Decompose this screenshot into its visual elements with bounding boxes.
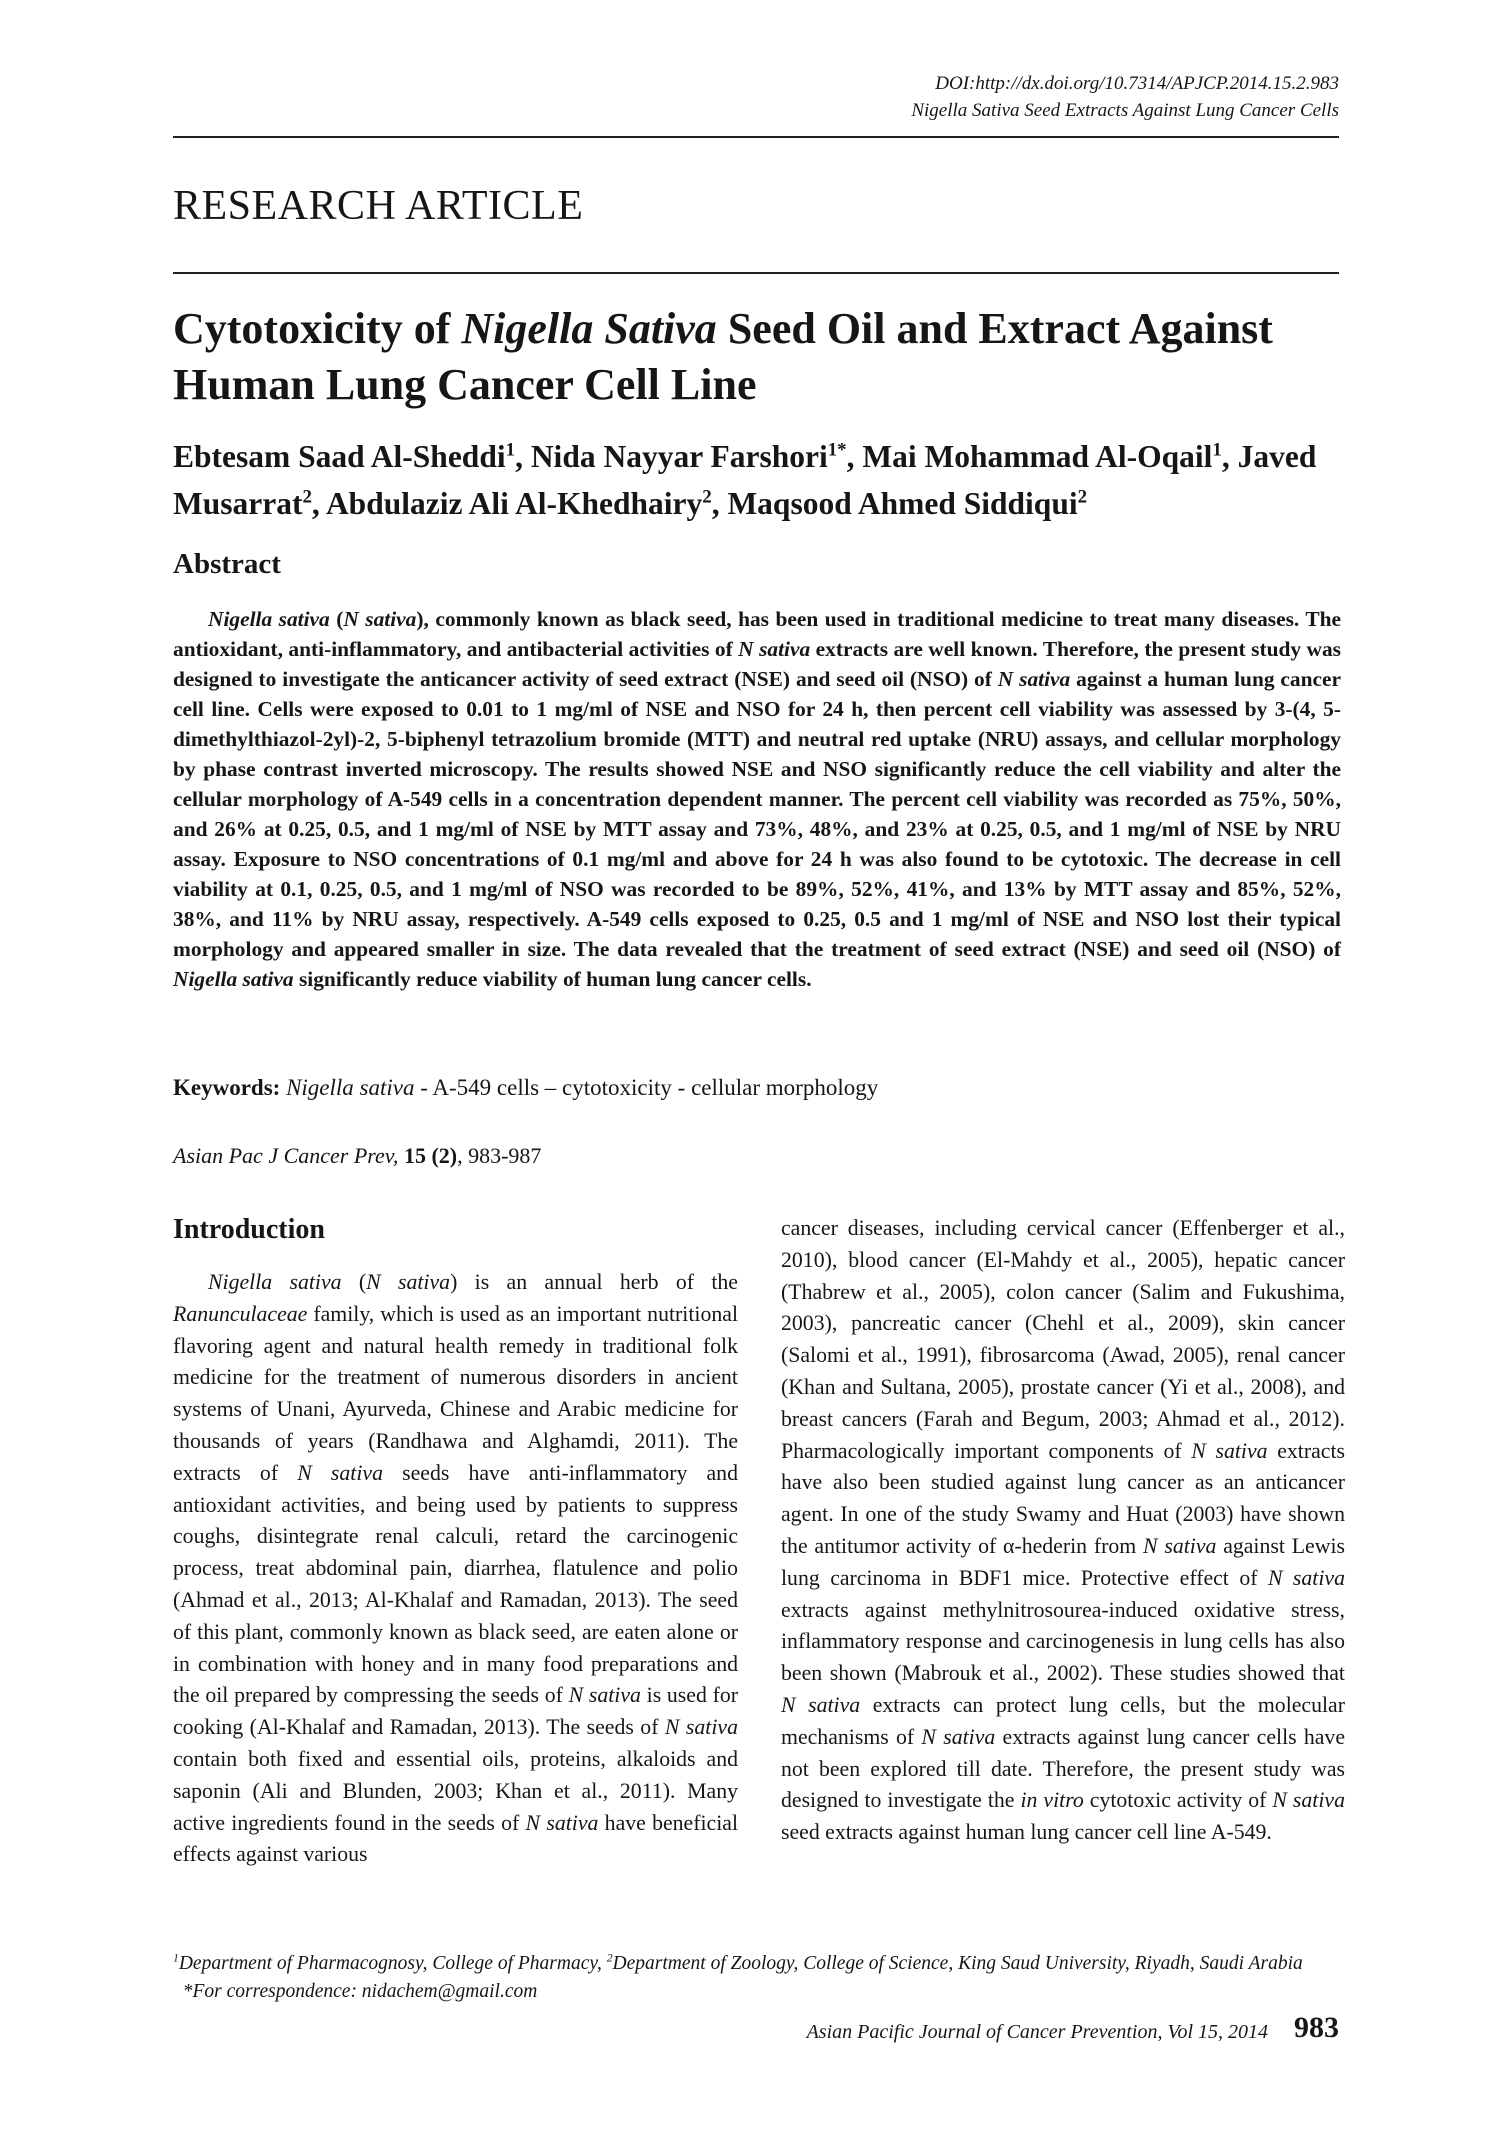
intro-right-segment: N sativa — [1267, 1565, 1345, 1590]
intro-right-segment: against Lewis lung carcinoma in BDF1 mice. Protective effect of — [781, 1533, 1345, 1590]
intro-left-segment: N sativa — [366, 1270, 451, 1294]
page-number: 983 — [1294, 2011, 1339, 2044]
affiliations-footnote — [173, 1950, 1343, 2006]
aff1-text: Department of Pharmacognosy, College of Pharmacy, — [178, 1953, 607, 1974]
intro-right-segment: in vitro — [1020, 1788, 1084, 1813]
abstract-segment: against a human lung cancer cell line. Cells were exposed to 0.01 to 1 mg/ml of NSE and NSO for 24 h, then percent cell viability was assessed by 3-(4, 5-dimethylthiazol-2yl)-2, 5-biphenyl tetrazolium bromide (MTT) and neutral red uptake (NRU) assays, and cellular morphology by phase contrast inverted microscopy. The results showed NSE and NSO significantly reduce the cell viability and alter the cellular morphology of A-549 cells in a concentration dependent manner. The percent cell viability was recorded as 75%, 50%, and 26% at 0.25, 0.5, and 1 mg/ml of NSE by MTT assay and 73%, 48%, and 23% at 0.25, 0.5, and 1 mg/ml of NSE by NRU assay. Exposure to NSO concentrations of 0.1 mg/ml and above for 24 h was also found to be cytotoxic. The decrease in cell viability at 0.1, 0.25, 0.5, and 1 mg/ml of NSO was recorded to be 89%, 52%, 41%, and 13% by MTT assay and 85%, 52%, 38%, and 11% by NRU assay, respectively. A-549 cells exposed to 0.25, 0.5 and 1 mg/ml of NSE and NSO lost their typical morphology and appeared smaller in size. The data revealed that the treatment of seed extract (NSE) and seed oil (NSO) of — [173, 667, 1342, 961]
introduction-right-column — [781, 1213, 1345, 1849]
abstract-heading: Abstract — [173, 548, 281, 580]
abstract-segment: N sativa — [738, 637, 811, 661]
intro-right-segment: N sativa — [1191, 1438, 1268, 1463]
title-post: Seed Oil and Extract Against Human Lung Cancer Cell Line — [173, 304, 1273, 409]
author-affiliation-marker: 1 — [1212, 439, 1222, 461]
abstract-segment: significantly reduce viability of human lung cancer cells. — [293, 967, 812, 991]
intro-left-segment: Ranunculaceae — [173, 1301, 308, 1326]
keywords — [173, 1072, 878, 1104]
introduction-heading: Introduction — [173, 1214, 325, 1245]
author-affiliation-marker: 2 — [702, 486, 712, 508]
article-type: RESEARCH ARTICLE — [173, 183, 584, 229]
intro-left-segment: N sativa — [297, 1460, 383, 1485]
author-affiliation-marker: 2 — [302, 486, 312, 508]
citation-volume: 15 — [403, 1143, 426, 1168]
abstract-segment: N sativa — [343, 607, 417, 631]
keywords-segment: Nigella sativa — [286, 1075, 415, 1100]
keywords-list — [280, 1075, 878, 1100]
intro-left-segment: N sativa — [664, 1715, 738, 1740]
intro-right-segment: N sativa — [1143, 1533, 1217, 1558]
aff1-marker: 1 — [173, 1951, 179, 1965]
intro-right-segment: extracts can protect lung cells, but the molecular mechanisms of — [781, 1692, 1345, 1749]
intro-left-segment: contain both fixed and essential oils, proteins, alkaloids and saponin (Ali and Blunden, 2003; Khan et al., 2011). Many active ingredients found in the seeds of — [173, 1746, 738, 1835]
intro-right-segment: N sativa — [1272, 1788, 1345, 1813]
intro-left-segment: N sativa — [525, 1810, 599, 1835]
intro-left-segment: seeds have anti-inflammatory and antioxidant activities, and being used by patients to suppress coughs, disintegrate renal calculi, retard the carcinogenic process, treat abdominal pain, diarrhea, flatulence and polio (Ahmad et al., 2013; Al-Khalaf and Ramadan, 2013). The seed of this plant, commonly known as black seed, are eaten alone or in combination with honey and in many food preparations and the oil prepared by compressing the seeds of — [173, 1460, 738, 1708]
header-rule — [173, 136, 1339, 138]
author-name: Ebtesam Saad Al-Sheddi$^1$ — [173, 439, 516, 474]
title-italic: Nigella Sativa — [461, 304, 717, 353]
author-affiliation-marker: 2 — [1077, 486, 1088, 508]
author-name: Maqsood Ahmed Siddiqui$^2$ — [727, 486, 1088, 521]
intro-right-segment: extracts against methylnitrosourea-induced oxidative stress, inflammatory response and carcinogenesis in lung cells has also been shown (Mabrouk et al., 2002). These studies showed that — [781, 1597, 1345, 1686]
correspondence-email[interactable]: *For correspondence: nidachem@gmail.com — [173, 1981, 538, 2002]
author-name: Mai Mohammad Al-Oqail$^1$ — [862, 439, 1222, 474]
intro-right-segment: extracts against lung cancer cells have not been explored till date. Therefore, the present study was designed to investigate the — [781, 1724, 1345, 1813]
intro-left-segment: family, which is used as an important nutritional flavoring agent and natural health remedy in traditional folk medicine for the treatment of numerous disorders in ancient systems of Unani, Ayurveda, Chinese and Arabic medicine for thousands of years (Randhawa and Alghamdi, 2011). The extracts of — [173, 1301, 738, 1485]
intro-left-segment: have beneficial effects against various — [173, 1810, 738, 1867]
abstract-segment: extracts are well known. Therefore, the present study was designed to investigate the anticancer activity of seed extract (NSE) and seed oil (NSO) of — [173, 637, 1341, 691]
citation — [173, 1140, 541, 1172]
author-name: Javed Musarrat$^2$ — [173, 439, 1317, 521]
keywords-segment: - A-549 cells – cytotoxicity - cellular morphology — [414, 1075, 879, 1100]
doi-link[interactable]: DOI:http://dx.doi.org/10.7314/APJCP.2014.15.2.983 — [935, 73, 1339, 94]
article-title — [173, 301, 1343, 413]
title-pre: Cytotoxicity of — [173, 304, 462, 353]
keywords-label: Keywords: — [173, 1075, 281, 1100]
abstract-segment: ( — [329, 607, 344, 631]
author-name: Nida Nayyar Farshori$^{1*}$ — [530, 439, 847, 474]
author-name: Abdulaziz Ali Al-Khedhairy$^2$ — [325, 486, 712, 521]
citation-journal: Asian Pac J Cancer Prev, — [173, 1143, 399, 1168]
intro-left-segment: N sativa — [568, 1683, 641, 1708]
abstract-segment: N sativa — [997, 667, 1071, 691]
intro-left-segment: ( — [341, 1270, 367, 1294]
aff2-marker: 2 — [606, 1951, 613, 1965]
citation-issue: (2) — [431, 1143, 458, 1168]
intro-left-segment: Nigella sativa — [208, 1270, 342, 1294]
author-affiliation-marker: 1 — [505, 439, 516, 461]
intro-left-segment: ) is an annual herb of the — [450, 1270, 738, 1294]
running-title: Nigella Sativa Seed Extracts Against Lung Cancer Cells — [911, 100, 1339, 121]
intro-left-segment: is used for cooking (Al-Khalaf and Ramadan, 2013). The seeds of — [173, 1683, 738, 1740]
citation-pages: , 983-987 — [457, 1143, 542, 1168]
running-header — [911, 70, 1339, 124]
journal-footer: Asian Pacific Journal of Cancer Prevention, Vol 15, 2014 — [806, 2021, 1268, 2043]
intro-right-segment: extracts have also been studied against lung cancer as an anticancer agent. In one of the study Swamy and Huat (2003) have shown the antitumor activity of α-hederin from — [781, 1438, 1345, 1558]
abstract-body — [173, 604, 1341, 994]
author-affiliation-marker: 1* — [827, 439, 847, 461]
intro-right-segment: N sativa — [921, 1724, 996, 1749]
abstract-segment: ), commonly known as black seed, has been used in traditional medicine to treat many diseases. The antioxidant, anti-inflammatory, and antibacterial activities of — [173, 607, 1341, 661]
abstract-segment: Nigella sativa — [208, 607, 330, 631]
intro-right-segment: cancer diseases, including cervical cancer (Effenberger et al., 2010), blood cancer (El-Mahdy et al., 2005), hepatic cancer (Thabrew et al., 2005), colon cancer (Salim and Fukushima, 2003), pancreatic cancer (Chehl et al., 2009), skin cancer (Salomi et al., 1991), fibrosarcoma (Awad, 2005), renal cancer (Khan and Sultana, 2005), prostate cancer (Yi et al., 2008), and breast cancers (Farah and Begum, 2003; Ahmad et al., 2012). Pharmacologically important components of — [781, 1216, 1345, 1463]
intro-right-segment: seed extracts against human lung cancer cell line A-549. — [781, 1820, 1272, 1845]
aff2-text: Department of Zoology, College of Science, King Saud University, Riyadh, Saudi Arabia — [612, 1953, 1303, 1974]
introduction-left-column — [173, 1267, 738, 1871]
author-list: Ebtesam Saad Al-Sheddi$^1$, Nida Nayyar Farshori$^{1*}$, Mai Mohammad Al-Oqail$^1$, Javed Musarrat$^2$, Abdulaziz Ali Al-Khedhairy$^2$, Maqsood Ahmed Siddiqui$^2$ — [173, 439, 1317, 521]
title-rule — [173, 272, 1339, 274]
intro-right-segment: N sativa — [781, 1692, 861, 1717]
intro-right-segment: cytotoxic activity of — [1083, 1788, 1273, 1813]
abstract-segment: Nigella sativa — [173, 967, 294, 991]
